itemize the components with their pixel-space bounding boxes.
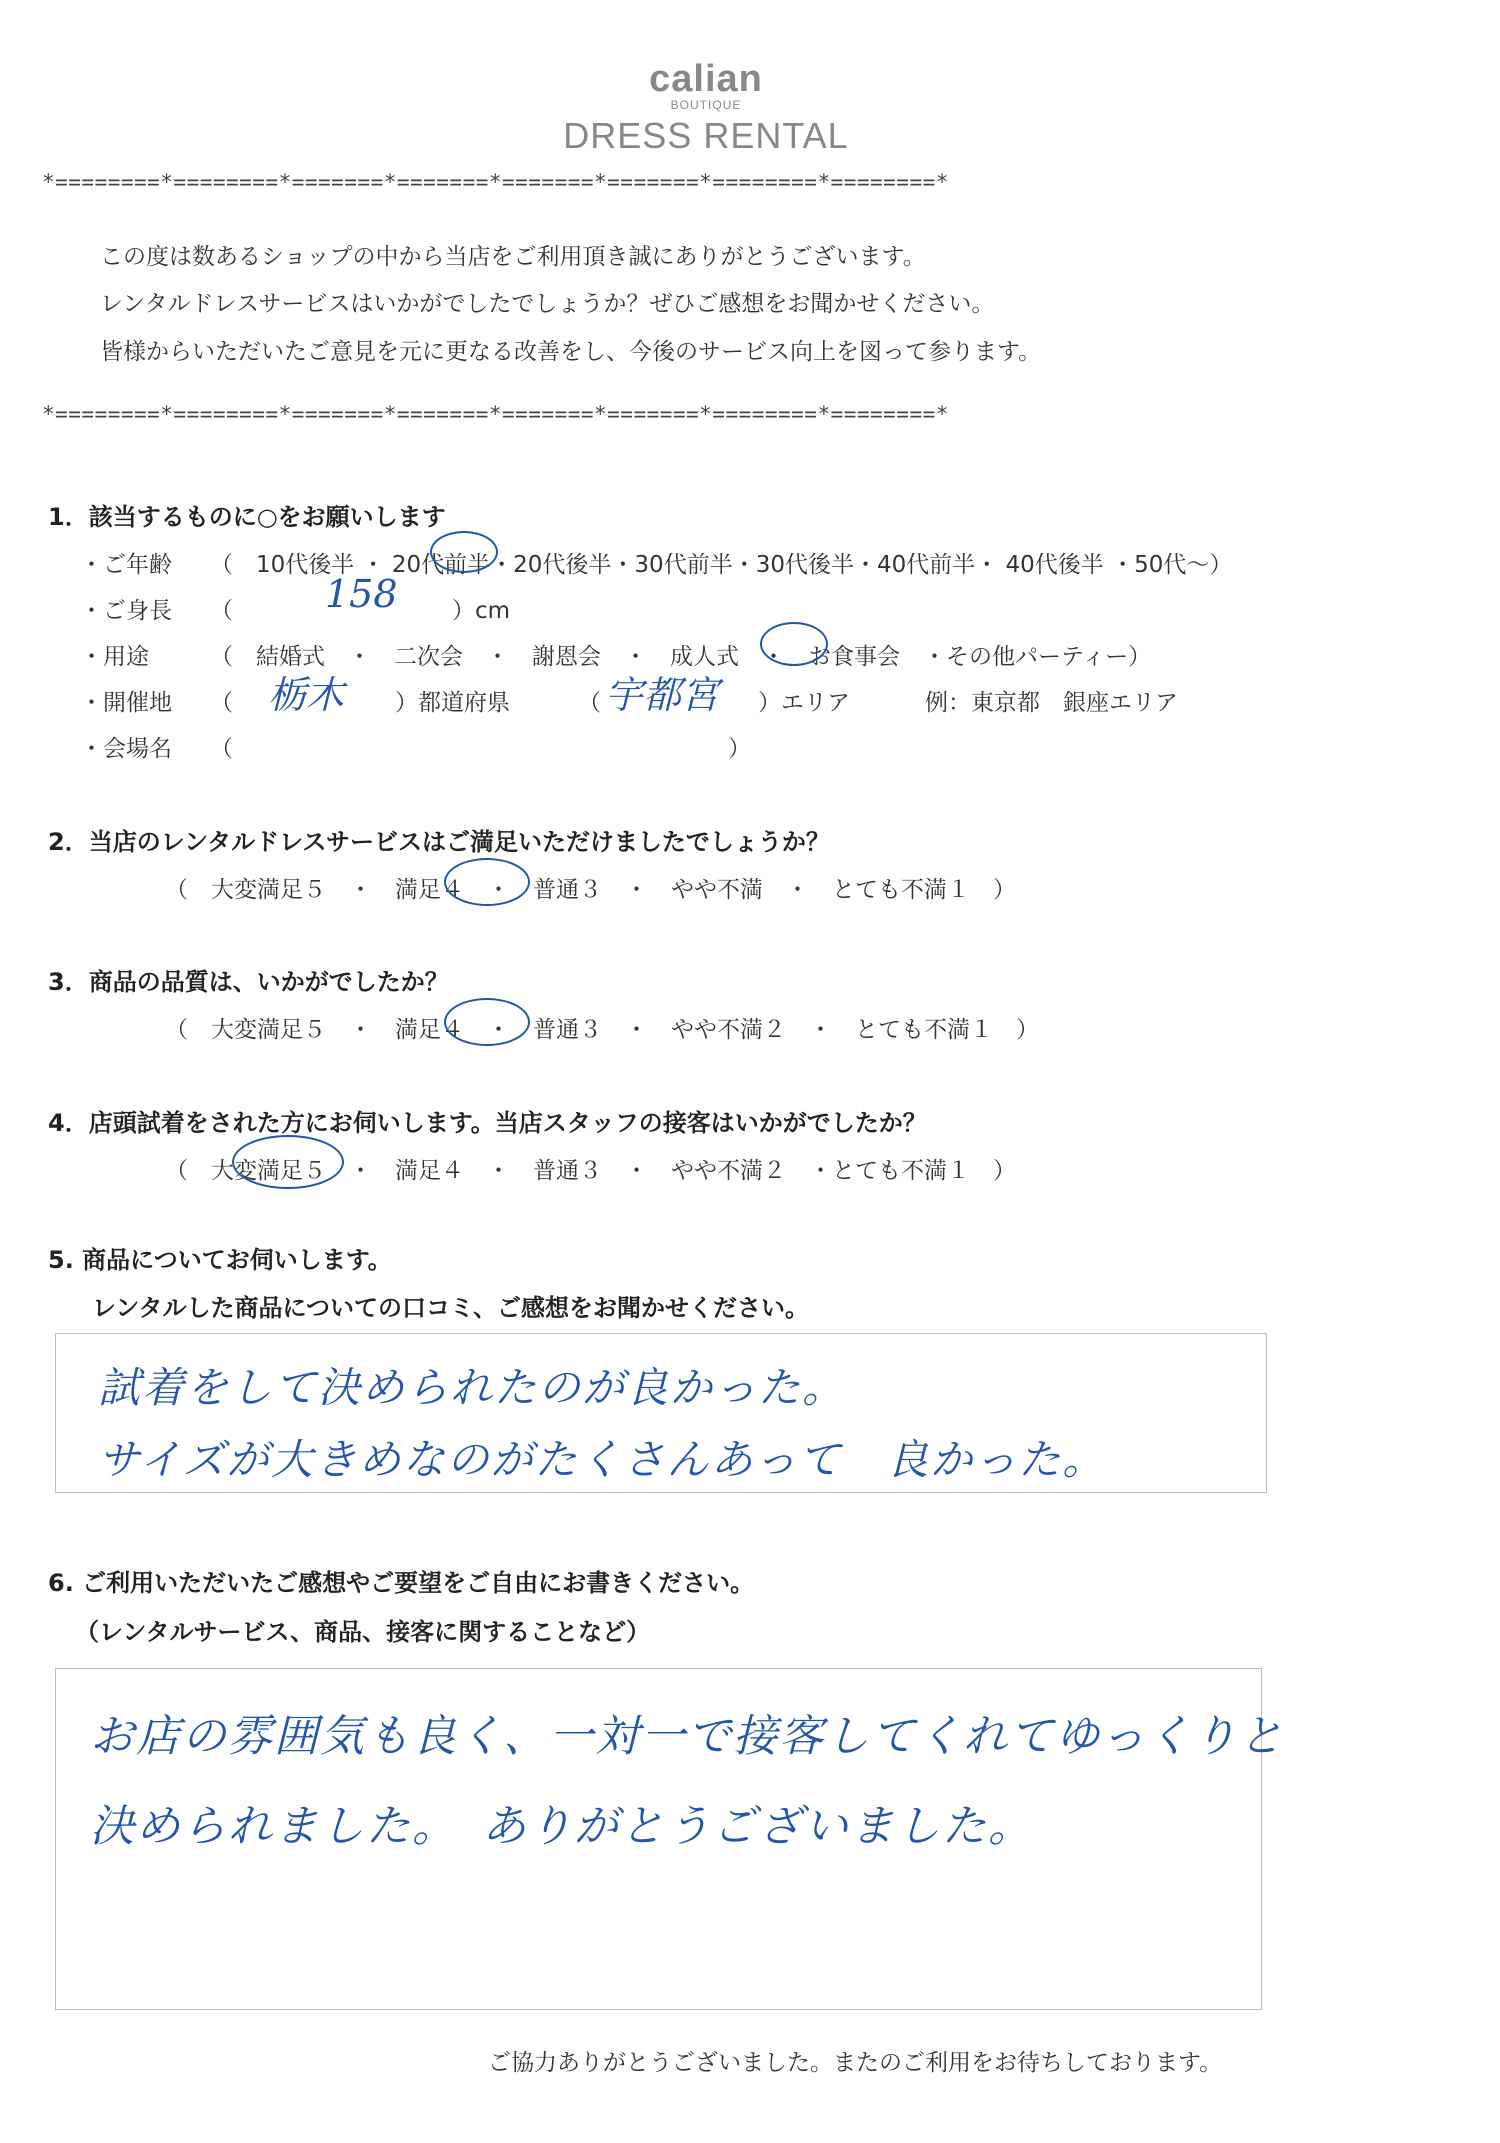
question-6-answer-line-1: お店の雰囲気も良く、一対一で接客してくれてゆっくりと (90, 1711, 1285, 1762)
footer-thanks: ご協力ありがとうございました。またのご利用をお待ちしております。 (488, 2050, 1223, 2076)
age-options: （ 10代後半 ・ 20代前半・20代後半・30代前半・30代後半・40代前半・ 40代後半 ・50代～） (210, 552, 1233, 578)
venue-area-suffix: ）エリア (758, 690, 850, 716)
logo-subtitle: BOUTIQUE (670, 98, 742, 112)
question-5-answer-line-1: 試着をして決められたのが良かった。 (98, 1363, 847, 1412)
question-2-answer-circle (444, 858, 530, 906)
question-3-title: 3．商品の品質は、いかがでしたか？ (48, 968, 449, 996)
height-open-paren: （ (210, 598, 233, 624)
question-2-options: （ 大変満足５ ・ 満足４ ・ 普通３ ・ やや不満 ・ とても不満１ ） (165, 877, 1016, 903)
hall-label: ・会場名 (80, 736, 172, 762)
logo-title: DRESS RENTAL (563, 115, 849, 156)
question-6-subtitle: （レンタルサービス、商品、接客に関することなど） (75, 1618, 651, 1646)
venue-label: ・開催地 (80, 690, 172, 716)
age-answer-circle (430, 531, 498, 573)
height-label: ・ご身長 (80, 598, 172, 624)
venue-example: 例：東京都 銀座エリア (925, 690, 1178, 716)
question-4-options: （ 大変満足５ ・ 満足４ ・ 普通３ ・ やや不満２ ・とても不満１ ） (165, 1158, 1016, 1184)
question-1-title: 1．該当するものに○をお願いします (48, 503, 446, 531)
age-label: ・ご年齢 (80, 552, 172, 578)
question-6-title: 6. ご利用いただいたご感想やご要望をご自由にお書きください。 (48, 1569, 755, 1597)
question-4-answer-circle (232, 1135, 344, 1189)
question-5-answer-line-2: サイズが大きめなのがたくさんあって 良かった。 (98, 1435, 1107, 1484)
question-6-answer-line-2: 決められました。 ありがとうございました。 (90, 1801, 1034, 1852)
venue-pref-suffix: ）都道府県 (395, 690, 510, 716)
height-answer: 158 (325, 572, 398, 616)
logo-name: calian (649, 58, 763, 100)
question-3-answer-circle (444, 998, 530, 1046)
question-3-options: （ 大変満足５ ・ 満足４ ・ 普通３ ・ やや不満２ ・ とても不満１ ） (165, 1017, 1039, 1043)
divider-bottom: *========*========*=======*=======*=======*=======*========*========* (42, 402, 949, 426)
venue-area-answer: 宇都宮 (605, 673, 720, 717)
question-2-title: 2．当店のレンタルドレスサービスはご満足いただけましたでしょうか？ (48, 828, 830, 856)
venue-pref-open: （ (210, 690, 233, 716)
purpose-answer-circle (760, 622, 828, 666)
venue-area-open: （ (578, 690, 601, 716)
question-5-subtitle: レンタルした商品についての口コミ、ご感想をお聞かせください。 (92, 1294, 809, 1322)
intro-line-3: 皆様からいただいたご意見を元に更なる改善をし、今後のサービス向上を図って参ります。 (100, 339, 1042, 365)
venue-prefecture-answer: 栃木 (268, 673, 345, 717)
purpose-label: ・用途 (80, 644, 149, 670)
question-5-title: 5. 商品についてお伺いします。 (48, 1246, 392, 1274)
hall-close-paren: ） (728, 736, 751, 762)
purpose-options: （ 結婚式 ・ 二次会 ・ 謝恩会 ・ 成人式 ・ お食事会 ・その他パーティー） (210, 644, 1152, 670)
intro-line-1: この度は数あるショップの中から当店をご利用頂き誠にありがとうございます。 (100, 244, 926, 270)
divider-top: *========*========*=======*=======*=======*=======*========*========* (42, 170, 949, 194)
intro-line-2: レンタルドレスサービスはいかがでしたでしょうか？ぜひご感想をお聞かせください。 (100, 291, 995, 317)
question-4-title: 4．店頭試着をされた方にお伺いします。当店スタッフの接客はいかがでしたか？ (48, 1109, 927, 1137)
hall-open-paren: （ (210, 736, 233, 762)
height-unit: ）cm (452, 598, 511, 624)
